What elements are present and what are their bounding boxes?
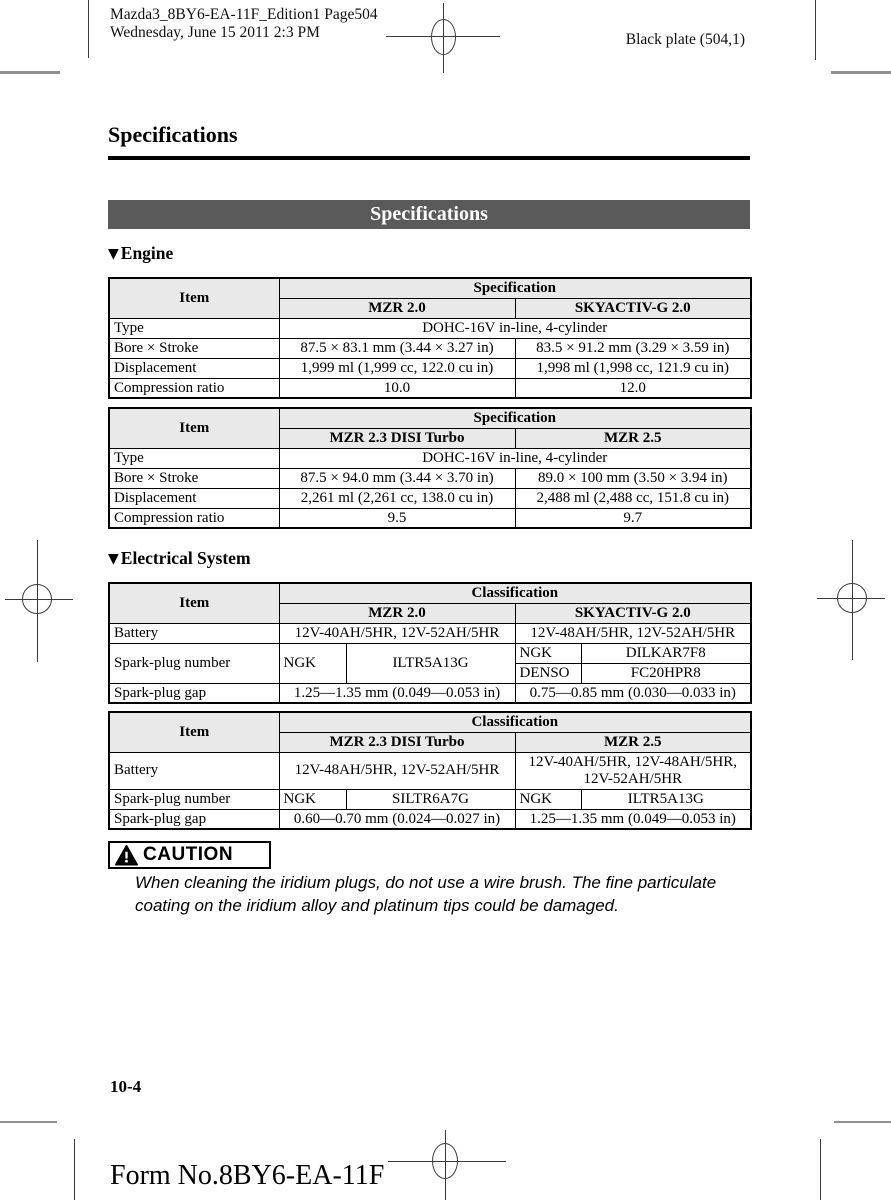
- electrical-table-1: [108, 582, 752, 704]
- spec-value: 12V-48AH/5HR, 12V-52AH/5HR: [515, 623, 751, 643]
- electrical-table-2: [108, 711, 752, 830]
- spec-value: 12.0: [515, 378, 751, 398]
- table-header-group: Classification: [279, 583, 751, 603]
- row-label: Displacement: [109, 358, 279, 378]
- chapter-title: Specifications: [108, 122, 238, 147]
- engine-table-2: [108, 407, 752, 529]
- spec-value: 87.5 × 83.1 mm (3.44 × 3.27 in): [279, 338, 515, 358]
- title-rule: [108, 156, 750, 160]
- plug-model: SILTR6A7G: [346, 789, 515, 809]
- column-header: MZR 2.3 DISI Turbo: [279, 732, 515, 752]
- column-header: MZR 2.0: [279, 298, 515, 318]
- triangle-marker-icon: ▼: [108, 245, 119, 262]
- spec-value: DOHC-16V in-line, 4-cylinder: [279, 318, 751, 338]
- top-left-crop-line: [88, 0, 89, 58]
- bottom-left-crop-line: [74, 1139, 75, 1200]
- column-header: SKYACTIV-G 2.0: [515, 298, 751, 318]
- top-right-tick: [831, 71, 891, 74]
- section-heading-electrical-label: Electrical System: [120, 548, 251, 568]
- column-header: MZR 2.3 DISI Turbo: [279, 428, 515, 448]
- spec-value: 9.7: [515, 508, 751, 528]
- spec-value: 9.5: [279, 508, 515, 528]
- spec-value: 1.25—1.35 mm (0.049—0.053 in): [279, 683, 515, 703]
- top-right-crop-line: [815, 0, 816, 60]
- row-label: Compression ratio: [109, 508, 279, 528]
- top-left-tick: [0, 71, 60, 74]
- column-header: MZR 2.5: [515, 732, 751, 752]
- row-label: Spark-plug gap: [109, 809, 279, 829]
- spec-value: 12V-48AH/5HR, 12V-52AH/5HR: [279, 752, 515, 789]
- table-header-item: Item: [109, 278, 279, 318]
- spec-value: 12V-40AH/5HR, 12V-48AH/5HR, 12V-52AH/5HR: [515, 752, 751, 789]
- row-label: Battery: [109, 623, 279, 643]
- column-header: MZR 2.5: [515, 428, 751, 448]
- engine-table-1: [108, 277, 752, 399]
- plug-model: FC20HPR8: [581, 663, 751, 683]
- plug-brand: NGK: [515, 789, 581, 809]
- spec-value: 1.25—1.35 mm (0.049—0.053 in): [515, 809, 751, 829]
- table-header-group: Specification: [279, 408, 751, 428]
- section-heading-engine-label: Engine: [120, 243, 174, 263]
- row-label: Type: [109, 448, 279, 468]
- print-header: [110, 6, 378, 42]
- plug-model: ILTR5A13G: [346, 643, 515, 683]
- row-label: Battery: [109, 752, 279, 789]
- plate-note: Black plate (504,1): [625, 31, 745, 48]
- plug-brand: NGK: [279, 789, 346, 809]
- spec-banner: Specifications: [108, 200, 750, 229]
- plug-model: ILTR5A13G: [581, 789, 751, 809]
- column-header: MZR 2.0: [279, 603, 515, 623]
- spec-value: 1,999 ml (1,999 cc, 122.0 cu in): [279, 358, 515, 378]
- spec-value: 2,261 ml (2,261 cc, 138.0 cu in): [279, 488, 515, 508]
- section-heading-engine: [108, 243, 173, 264]
- bottom-left-tick: [0, 1121, 57, 1123]
- page-number: 10-4: [110, 1077, 142, 1096]
- plug-brand: NGK: [515, 643, 581, 663]
- spec-value: 10.0: [279, 378, 515, 398]
- row-label: Spark-plug number: [109, 643, 279, 683]
- row-label: Compression ratio: [109, 378, 279, 398]
- section-heading-electrical: [108, 548, 251, 569]
- caution-badge: [108, 841, 271, 869]
- table-header-item: Item: [109, 583, 279, 623]
- table-header-group: Specification: [279, 278, 751, 298]
- column-header: SKYACTIV-G 2.0: [515, 603, 751, 623]
- caution-label: CAUTION: [143, 844, 234, 865]
- caution-text: When cleaning the iridium plugs, do not use a wire brush. The fine particulate coating on the iridium alloy and platinum tips could be damaged.: [135, 873, 717, 915]
- bottom-right-crop-line: [820, 1139, 821, 1200]
- spec-value: 89.0 × 100 mm (3.50 × 3.94 in): [515, 468, 751, 488]
- spec-value: 1,998 ml (1,998 cc, 121.9 cu in): [515, 358, 751, 378]
- print-header-line2: Wednesday, June 15 2011 2:3 PM: [110, 24, 320, 41]
- table-header-item: Item: [109, 408, 279, 448]
- plug-brand: NGK: [279, 643, 346, 683]
- print-header-line1: Mazda3_8BY6-EA-11F_Edition1 Page504: [110, 6, 378, 23]
- spec-value: 87.5 × 94.0 mm (3.44 × 3.70 in): [279, 468, 515, 488]
- table-header-item: Item: [109, 712, 279, 752]
- bottom-right-tick: [834, 1121, 891, 1123]
- form-number: Form No.8BY6-EA-11F: [110, 1160, 385, 1191]
- triangle-marker-icon: ▼: [108, 550, 119, 567]
- spec-value: DOHC-16V in-line, 4-cylinder: [279, 448, 751, 468]
- spec-value: 0.75—0.85 mm (0.030—0.033 in): [515, 683, 751, 703]
- row-label: Spark-plug number: [109, 789, 279, 809]
- row-label: Displacement: [109, 488, 279, 508]
- plug-model: DILKAR7F8: [581, 643, 751, 663]
- spec-value: 0.60—0.70 mm (0.024—0.027 in): [279, 809, 515, 829]
- spec-value: 83.5 × 91.2 mm (3.29 × 3.59 in): [515, 338, 751, 358]
- table-header-group: Classification: [279, 712, 751, 732]
- row-label: Bore × Stroke: [109, 468, 279, 488]
- spec-value: 12V-40AH/5HR, 12V-52AH/5HR: [279, 623, 515, 643]
- plug-brand: DENSO: [515, 663, 581, 683]
- row-label: Type: [109, 318, 279, 338]
- row-label: Spark-plug gap: [109, 683, 279, 703]
- spec-value: 2,488 ml (2,488 cc, 151.8 cu in): [515, 488, 751, 508]
- warning-triangle-icon: [115, 845, 138, 866]
- row-label: Bore × Stroke: [109, 338, 279, 358]
